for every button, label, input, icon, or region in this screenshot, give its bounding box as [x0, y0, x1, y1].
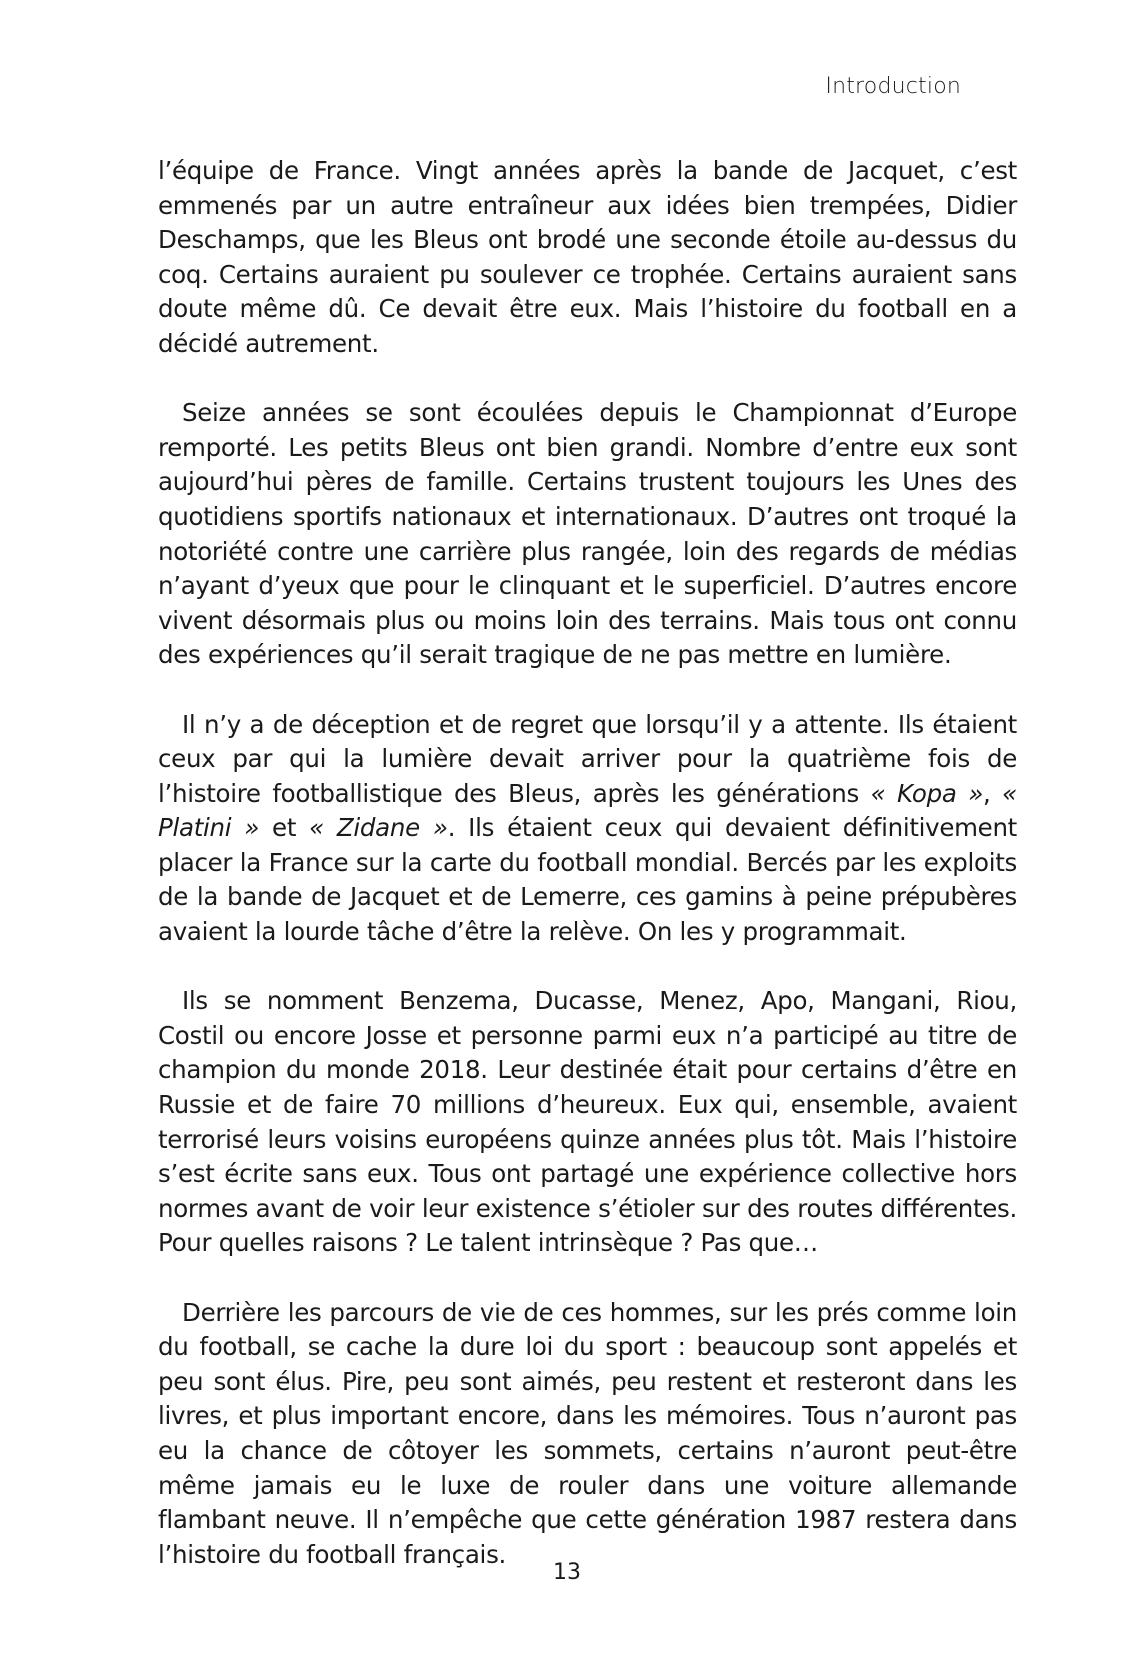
page-number: 13	[553, 1560, 581, 1585]
body-text	[158, 154, 1017, 1607]
separator: et	[259, 813, 310, 843]
paragraph-4: Ils se nomment Benzema, Ducasse, Menez, Apo, Mangani, Riou, Costil ou encore Josse et personne parmi eux n’a participé au titre de champion du monde 2018. Leur destinée était pour certains d’être en Russie et de faire 70 millions d’heureux. Eux qui, ensemble, avaient terrorisé leurs voisins européens quinze années plus tôt. Mais l’histoire s’est écrite sans eux. Tous ont partagé une expérience collective hors normes avant de voir leur existence s’étioler sur des routes différentes. Pour quelles raisons ? Le talent intrinsèque ? Pas que…	[158, 986, 1017, 1258]
separator: ,	[983, 778, 1003, 808]
paragraph-1: l’équipe de France. Vingt années après la bande de Jacquet, c’est emmenés par un autre entraîneur aux idées bien trempées, Didier Deschamps, que les Bleus ont brodé une seconde étoile au-dessus du coq. Certains auraient pu soulever ce trophée. Certains auraient sans doute même dû. Ce devait être eux. Mais l’histoire du football en a décidé autrement.	[158, 156, 1017, 358]
generation-platini: « Platini »	[158, 778, 1017, 843]
generation-kopa: « Kopa »	[870, 778, 984, 808]
generation-zidane: « Zidane »	[309, 813, 448, 843]
paragraph-2: Seize années se sont écoulées depuis le Championnat d’Europe remporté. Les petits Bleus ont bien grandi. Nombre d’entre eux sont aujourd’hui pères de famille. Certains trustent toujours les Unes des quotidiens sportifs nationaux et internationaux. D’autres ont troqué la notoriété contre une carrière plus rangée, loin des regards de médias n’ayant d’yeux que pour le clinquant et le superficiel. D’autres encore vivent désormais plus ou moins loin des terrains. Mais tous ont connu des expériences qu’il serait tragique de ne pas mettre en lumière.	[158, 398, 1017, 670]
running-head: Introduction	[825, 74, 961, 99]
paragraph-3-part2: . Ils étaient ceux qui devaient définitivement placer la France sur la carte du football mondial. Bercés par les exploits de la bande de Jacquet et de Lemerre, ces gamins à peine prépubères avaient la lourde tâche d’être la relève. On les y programmait.	[158, 813, 1017, 947]
paragraph-3	[158, 708, 1017, 950]
paragraph-5: Derrière les parcours de vie de ces hommes, sur les prés comme loin du football, se cache la dure loi du sport : beaucoup sont appelés et peu sont élus. Pire, peu sont aimés, peu restent et resteront dans les livres, et plus important encore, dans les mémoires. Tous n’auront pas eu la chance de côtoyer les sommets, certains n’auront peut-être même jamais eu le luxe de rouler dans une voiture allemande flambant neuve. Il n’empêche que cette génération 1987 restera dans l’histoire du football français.	[158, 1297, 1017, 1569]
paragraph-3-part1: Il n’y a de déception et de regret que lorsqu’il y a attente. Ils étaient ceux par qui la lumière devait arriver pour la quatrième fois de l’histoire footballistique des Bleus, après les générations	[158, 709, 1017, 808]
